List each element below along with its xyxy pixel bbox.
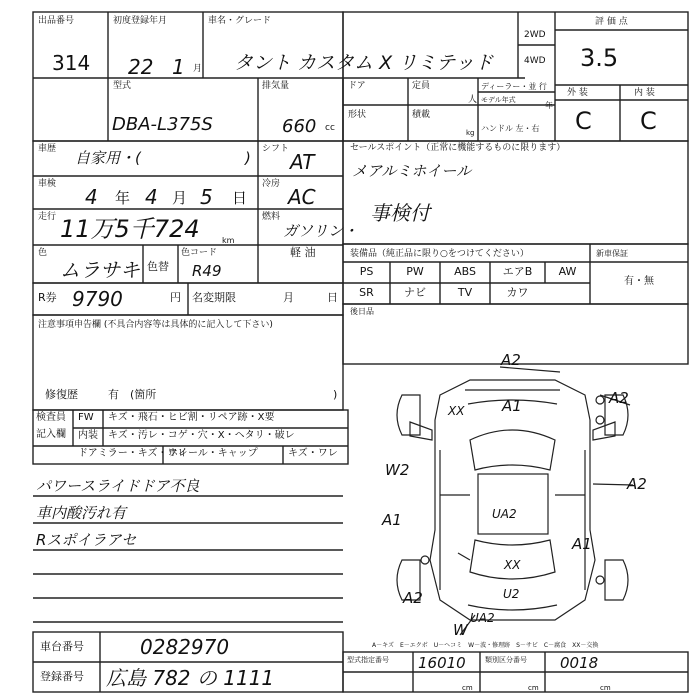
new-car-warranty-label: 新車保証 xyxy=(596,249,628,258)
inspector-wheel-items: ホイール・キャップ xyxy=(168,448,258,459)
load-unit: kg xyxy=(466,129,475,137)
equip-sr: SR xyxy=(359,286,374,299)
repair-part-label: (箇所 xyxy=(130,388,157,401)
after-items-label: 後日品 xyxy=(350,307,374,316)
repair-history-value: 有 xyxy=(108,388,119,401)
color-change-label: 色替 xyxy=(147,260,169,273)
shift-value: AT xyxy=(290,150,315,174)
model-year-unit: 年 xyxy=(545,101,553,110)
inspection-day: 5 xyxy=(200,185,213,209)
chassis-number-label: 車台番号 xyxy=(40,640,84,653)
first-registration-label: 初度登録年月 xyxy=(113,16,168,26)
model-year-label: モデル年式 xyxy=(481,96,516,104)
registration-year: 22 xyxy=(128,55,154,79)
mark-w-bottom: W xyxy=(453,621,468,639)
registration-month-unit: 月 xyxy=(193,64,203,74)
score-label: 評 価 点 xyxy=(595,17,628,27)
sales-point-label: セールスポイント（正常に機能するものに限ります） xyxy=(350,143,566,153)
damage-legend: A－キズ E－エクボ U－ヘコミ W－波・修理跡 S－サビ C－腐食 XX－交換 xyxy=(372,642,599,649)
recycle-unit: 円 xyxy=(170,291,181,304)
mark-a1-left: A1 xyxy=(382,511,402,529)
remark-line-1: パワースライドドア不良 xyxy=(36,477,200,495)
registration-number-label: 登録番号 xyxy=(40,670,84,683)
equip-navi: ナビ xyxy=(404,286,426,299)
repair-close: ) xyxy=(333,388,338,401)
inspector-interior-label: 内装 xyxy=(78,430,98,441)
mark-xx-rear: XX xyxy=(504,558,521,572)
inspector-label-1: 検査員 xyxy=(36,412,66,423)
displacement-label: 排気量 xyxy=(262,81,290,91)
usage-close: ) xyxy=(245,149,251,167)
mark-w2-left: W2 xyxy=(385,461,410,479)
remark-line-3: Rスポイラアセ xyxy=(36,531,137,549)
color-code-label: 色コード xyxy=(181,248,218,258)
car-name-label: 車名・グレード xyxy=(208,16,272,26)
type-designation-label: 型式指定番号 xyxy=(347,656,389,664)
drive-2wd-label: 2WD xyxy=(524,30,546,40)
inspection-day-unit: 日 xyxy=(232,189,248,207)
drive-4wd-label: 4WD xyxy=(524,56,546,66)
recycle-label: R券 xyxy=(38,291,57,304)
usage-label: 車歴 xyxy=(38,144,57,154)
exterior-score: C xyxy=(575,107,592,135)
equipment-label: 装備品（純正品に限り○をつけてください） xyxy=(350,249,529,259)
inspection-year: 4 xyxy=(85,185,98,209)
warranty-value: 有・無 xyxy=(624,276,654,287)
dealer-label: ディーラー・並 行 xyxy=(481,82,547,91)
mark-a2-right: A2 xyxy=(627,475,647,493)
mark-u2-rear: U2 xyxy=(503,587,520,601)
inspector-interior-items: キズ・汚レ・コゲ・穴・X・ヘタリ・破レ xyxy=(108,430,295,441)
inspector-label-2: 記入欄 xyxy=(36,429,66,440)
color-label: 色 xyxy=(38,248,48,258)
classification-value: 0018 xyxy=(560,654,599,672)
inspection-label: 車検 xyxy=(38,179,57,189)
mark-a2-front-right: A2 xyxy=(609,389,629,407)
mark-ua2-roof: UA2 xyxy=(492,507,517,521)
inspector-wheel-items-2: キズ・ワレ xyxy=(288,448,338,459)
equip-aw: AW xyxy=(558,265,577,278)
load-label: 積載 xyxy=(412,110,431,120)
capacity-unit: 人 xyxy=(468,95,478,105)
fuel-label: 燃料 xyxy=(262,212,281,222)
model-value: DBA-L375S xyxy=(112,114,213,135)
inspector-mirror-items: ドアミラー・キズ・ワレ xyxy=(78,448,188,459)
equip-tv: TV xyxy=(457,286,473,299)
interior-label: 内 装 xyxy=(634,88,655,98)
shape-label: 形状 xyxy=(348,110,367,120)
registration-period-day: 日 xyxy=(327,291,338,304)
classification-label: 類別区分番号 xyxy=(485,656,527,664)
mark-ua2-bumper: UA2 xyxy=(470,611,495,625)
color-code-value: R49 xyxy=(192,262,222,280)
mileage-label: 走行 xyxy=(38,212,57,222)
ac-value: AC xyxy=(288,185,316,209)
dimension-unit-2: cm xyxy=(528,684,539,692)
inspection-year-unit: 年 xyxy=(115,189,131,207)
equip-pw: PW xyxy=(406,265,424,278)
mileage-value: 11万5千724 xyxy=(60,215,200,243)
displacement-value: 660 xyxy=(282,116,317,137)
mileage-unit: km xyxy=(222,236,235,245)
mark-a2-top: A2 xyxy=(501,351,521,369)
chassis-number-value: 0282970 xyxy=(140,635,230,659)
notes-label: 注意事項申告欄 (不具合内容等は具体的に記入して下さい) xyxy=(38,320,273,330)
equip-ps: PS xyxy=(359,265,374,278)
registration-month: 1 xyxy=(172,55,185,79)
repair-history-label: 修復歴 xyxy=(45,388,78,401)
recycle-value: 9790 xyxy=(72,287,123,311)
mark-a1-hood: A1 xyxy=(502,397,522,415)
mark-a1-right: A1 xyxy=(572,535,592,553)
lot-number-value: 314 xyxy=(52,51,91,75)
model-label: 型式 xyxy=(113,81,132,91)
inspector-fw-label: FW xyxy=(78,412,94,423)
remark-line-2: 車内酸汚れ有 xyxy=(36,504,127,522)
color-value: ムラサキ xyxy=(60,258,140,282)
shift-label: シフト xyxy=(262,144,290,154)
interior-score: C xyxy=(640,107,657,135)
sales-point-line-2: 事検付 xyxy=(370,201,430,225)
fuel-value: ガソリン・ xyxy=(283,222,359,240)
handle-label: ハンドル 左・右 xyxy=(481,124,540,133)
score-value: 3.5 xyxy=(580,44,619,72)
equip-abs: ABS xyxy=(454,265,476,278)
usage-value: 自家用・( xyxy=(75,149,141,167)
dimension-unit-3: cm xyxy=(600,684,611,692)
inspection-month: 4 xyxy=(145,185,158,209)
displacement-unit: cc xyxy=(325,123,335,133)
lot-number-label: 出品番号 xyxy=(38,16,75,26)
ac-label: 冷房 xyxy=(262,179,281,189)
mark-a2-rear-left: A2 xyxy=(403,589,423,607)
type-designation-value: 16010 xyxy=(418,654,466,672)
registration-period-month: 月 xyxy=(283,291,294,304)
equip-leather: カワ xyxy=(506,286,529,299)
fuel-light-oil: 軽 油 xyxy=(290,246,316,259)
car-name-value: タント カスタム X リミテッド xyxy=(234,52,494,74)
registration-number-value: 広島 782 の 1111 xyxy=(106,666,275,690)
registration-period-label: 名変期限 xyxy=(192,291,236,304)
sales-point-line-1: メアルミホイール xyxy=(352,162,472,180)
inspector-fw-items: キズ・飛石・ヒビ割・リペア跡・X要 xyxy=(108,412,275,423)
mark-xx-front: XX xyxy=(448,404,465,418)
door-label: ドア xyxy=(348,81,366,91)
inspection-month-unit: 月 xyxy=(172,189,188,207)
capacity-label: 定員 xyxy=(412,81,431,91)
exterior-label: 外 装 xyxy=(567,88,588,98)
dimension-unit-1: cm xyxy=(462,684,473,692)
equip-airbag: エアB xyxy=(502,265,533,278)
